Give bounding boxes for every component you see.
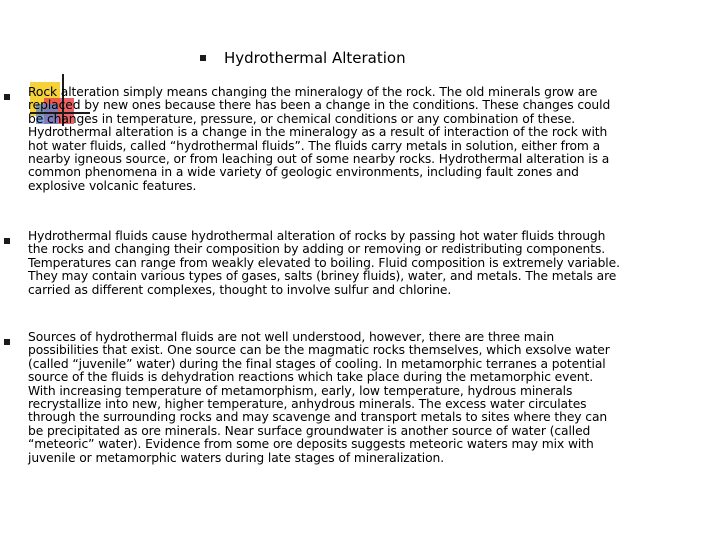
bullet-paragraph: Sources of hydrothermal fluids are not well understood, however, there are three main possibilities that exist. One source can be the magmatic rocks themselves, which exsolve water (called “juvenile” water) during the final stages of cooling. In metamorphic terranes a potential source of the fluids is dehydration reactions which take place during the metamorphic event. With increasing temperature of metamorphism, early, low temperature, hydrous minerals recrystallize into new, higher temperature, anhydrous minerals. The excess water circulates through the surrounding rocks and may scavenge and transport metals to sites where they can be precipitated as ore minerals. Near surface groundwater is another source of water (called “meteoric” water). Evidence from some ore deposits suggests meteoric waters may mix with juvenile or metamorphic waters during late stages of mineralization.: [28, 330, 610, 465]
slide-title: Hydrothermal Alteration: [224, 49, 406, 67]
square-bullet-icon: [200, 55, 206, 61]
square-bullet-icon: [4, 238, 10, 244]
square-bullet-icon: [4, 94, 10, 100]
square-bullet-icon: [4, 339, 10, 345]
bullet-paragraph: Hydrothermal fluids cause hydrothermal alteration of rocks by passing hot water fluids through the rocks and changing their composition by adding or removing or redistributing components. Temperatures can range from weakly elevated to boiling. Fluid composition is extremely variable. They may contain various types of gases, salts (briney fluids), water, and metals. The metals are carried as different complexes, thought to involve sulfur and chlorine.: [28, 229, 620, 297]
bullet-paragraph: Rock alteration simply means changing the mineralogy of the rock. The old minerals grow are replaced by new ones because there has been a change in the conditions. These changes could be changes in temperature, pressure, or chemical conditions or any combination of these. Hydrothermal alteration is a change in the mineralogy as a result of interaction of the rock with hot water fluids, called “hydrothermal fluids”. The fluids carry metals in solution, either from a nearby igneous source, or from leaching out of some nearby rocks. Hydrothermal alteration is a common phenomena in a wide variety of geologic environments, including fault zones and explosive volcanic features.: [28, 85, 611, 193]
